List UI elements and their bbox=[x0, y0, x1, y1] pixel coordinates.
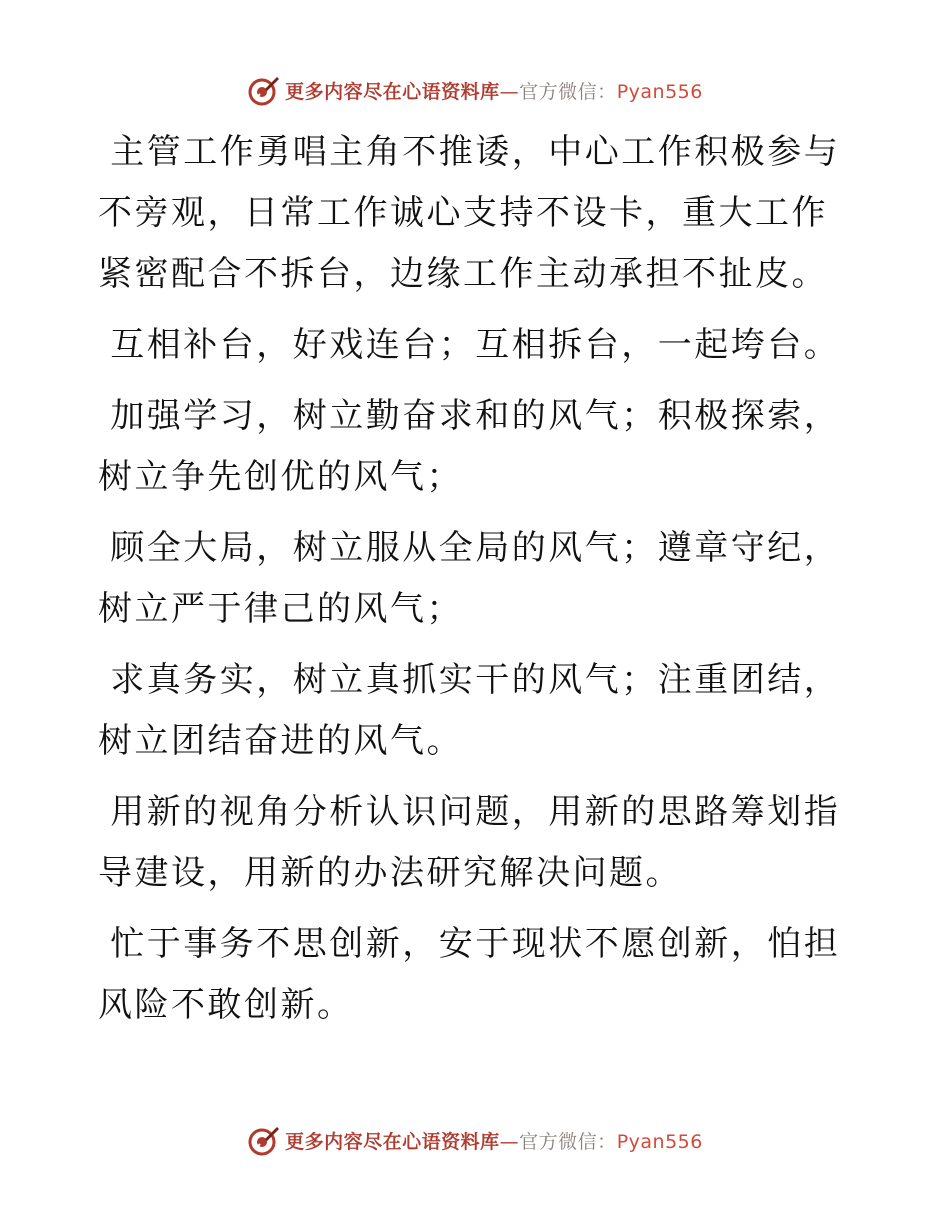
banner-text bbox=[285, 77, 703, 104]
paragraph-6: 用新的视角分析认识问题，用新的思路筹划指导建设，用新的办法研究解决问题。 bbox=[98, 792, 841, 893]
footer-banner bbox=[0, 1120, 950, 1160]
header-banner bbox=[0, 70, 950, 110]
paragraph-4: 顾全大局，树立服从全局的风气；遵章守纪，树立严于律己的风气； bbox=[98, 528, 841, 629]
banner-main-text: 更多内容尽在心语资料库 bbox=[285, 1130, 500, 1153]
banner-text bbox=[285, 1127, 703, 1154]
banner-main-text: 更多内容尽在心语资料库 bbox=[285, 80, 500, 103]
banner-wechat-id: Pyan556 bbox=[616, 1130, 703, 1153]
banner-dash: — bbox=[499, 1130, 520, 1153]
banner-wechat-label: 官方微信： bbox=[519, 80, 617, 103]
banner-wechat-id: Pyan556 bbox=[616, 80, 703, 103]
document-body bbox=[98, 122, 858, 1046]
paragraph-5: 求真务实，树立真抓实干的风气；注重团结，树立团结奋进的风气。 bbox=[98, 660, 841, 761]
banner-dash: — bbox=[499, 80, 520, 103]
paragraph-2: 互相补台，好戏连台；互相拆台，一起垮台。 bbox=[110, 325, 841, 365]
pen-logo-icon bbox=[247, 1123, 281, 1157]
paragraph-1: 主管工作勇唱主角不推诿，中心工作积极参与不旁观，日常工作诚心支持不设卡，重大工作紧密配合不拆台，边缘工作主动承担不扯皮。 bbox=[98, 132, 841, 294]
pen-logo-icon bbox=[247, 73, 281, 107]
paragraph-3: 加强学习，树立勤奋求和的风气；积极探索，树立争先创优的风气； bbox=[98, 396, 841, 497]
paragraph-7: 忙于事务不思创新，安于现状不愿创新，怕担风险不敢创新。 bbox=[98, 924, 841, 1025]
banner-wechat-label: 官方微信： bbox=[519, 1130, 617, 1153]
